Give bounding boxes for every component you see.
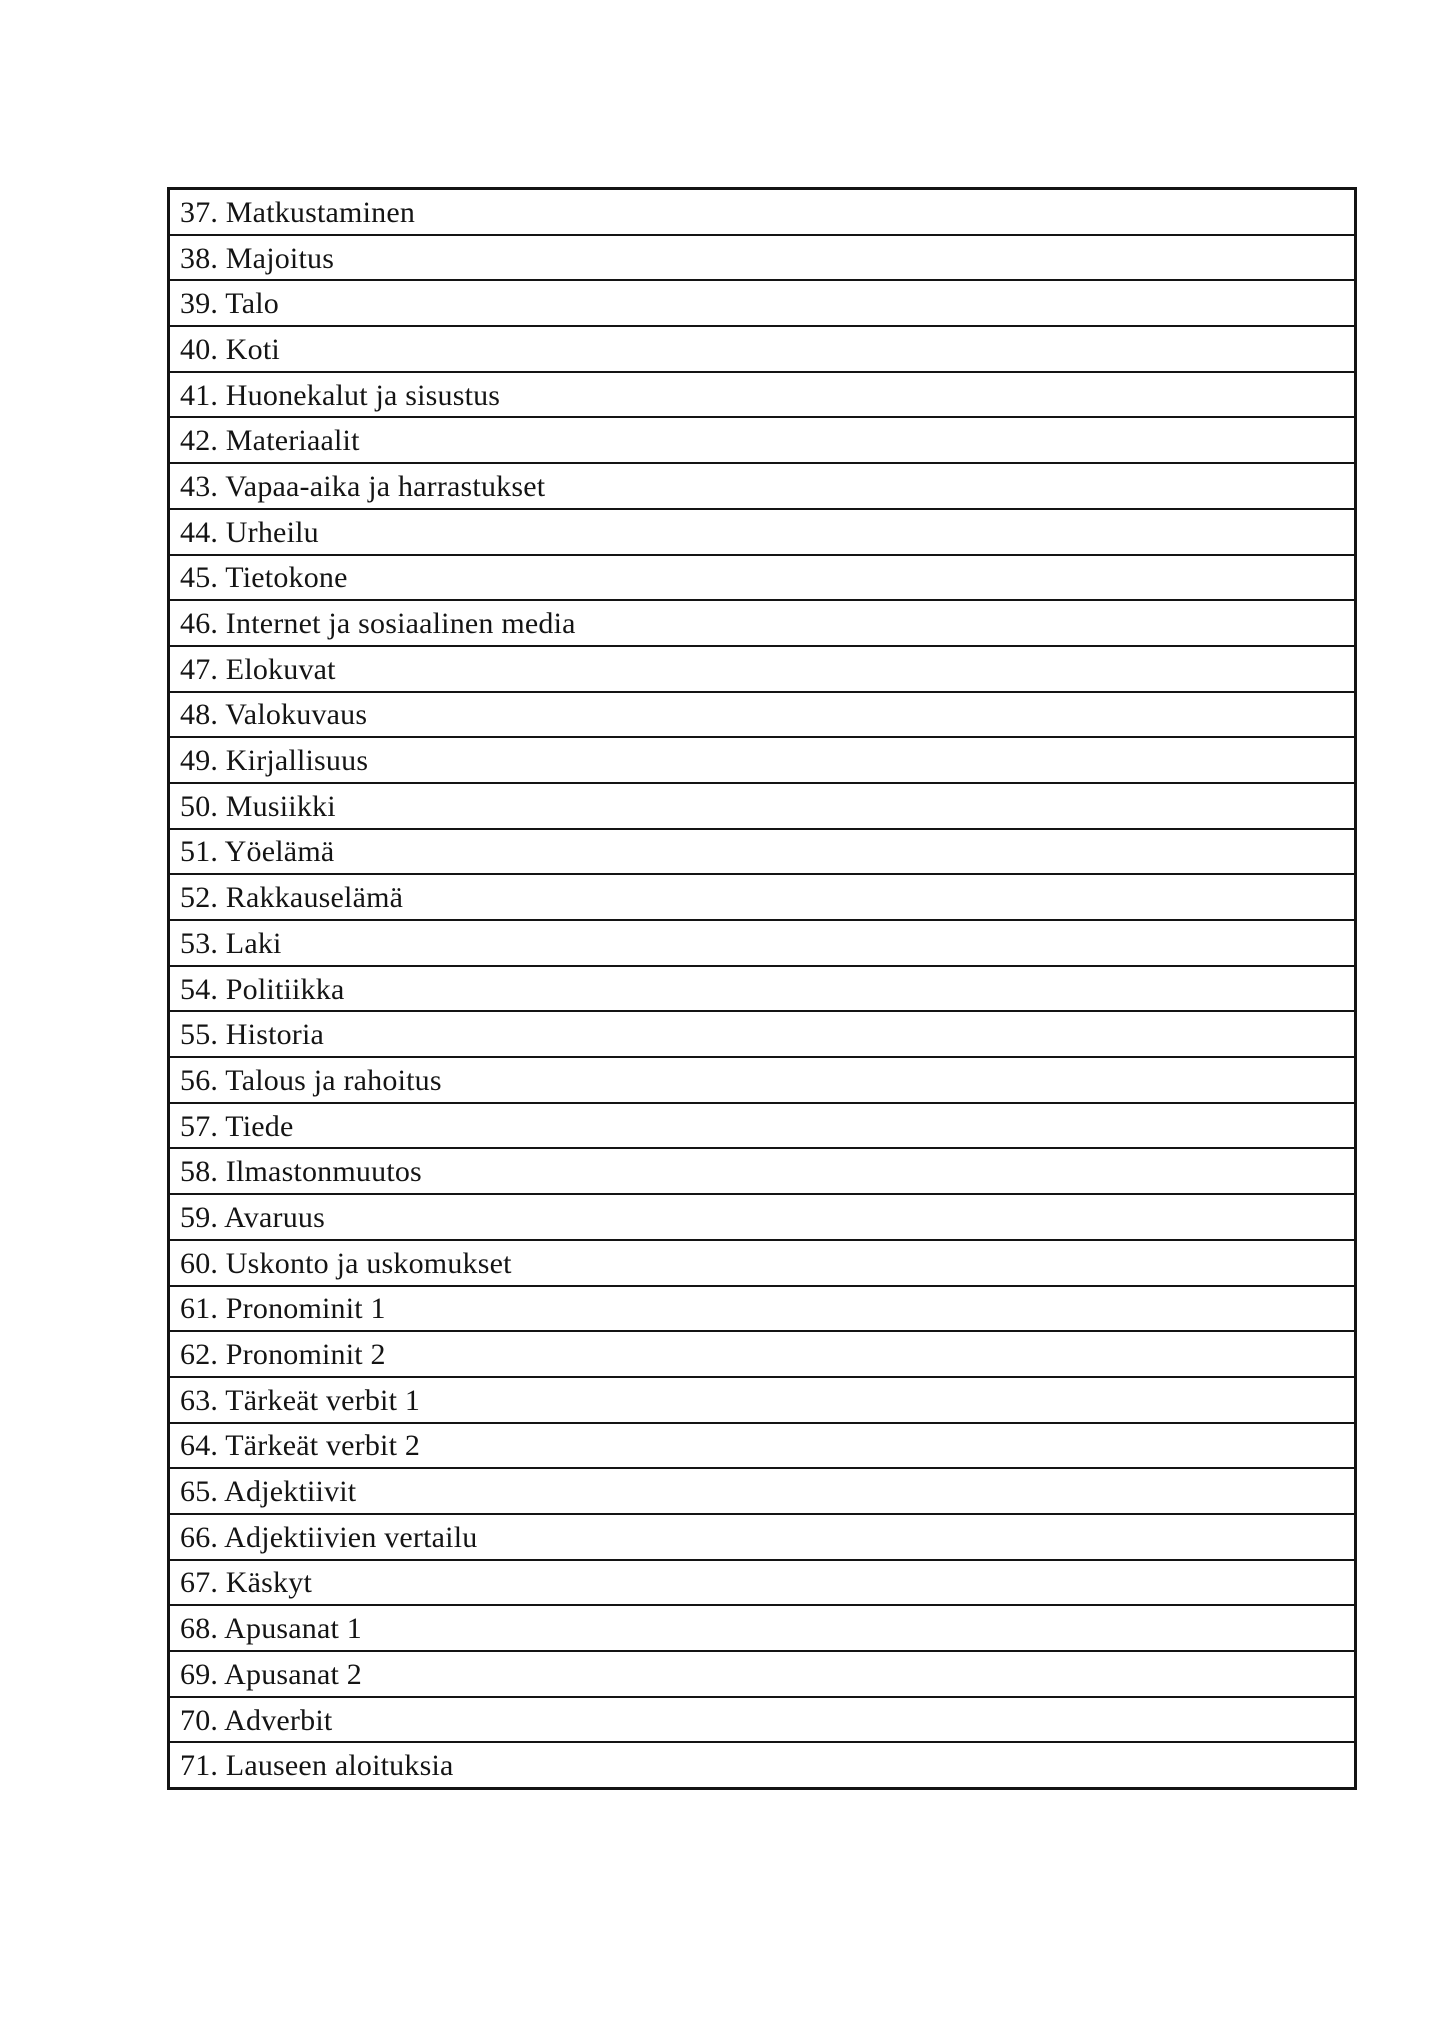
table-row bbox=[170, 1652, 1354, 1698]
table-row bbox=[170, 601, 1354, 647]
table-row bbox=[170, 281, 1354, 327]
chapter-entry-label: 39. Talo bbox=[180, 287, 279, 321]
chapter-entry-label: 50. Musiikki bbox=[180, 789, 336, 823]
chapter-entry-label: 51. Yöelämä bbox=[180, 835, 335, 869]
table-row bbox=[170, 373, 1354, 419]
table-row bbox=[170, 1241, 1354, 1287]
table-row bbox=[170, 510, 1354, 556]
table-row bbox=[170, 1104, 1354, 1150]
chapter-entry-label: 70. Adverbit bbox=[180, 1703, 333, 1737]
chapter-entry-label: 44. Urheilu bbox=[180, 515, 319, 549]
table-row bbox=[170, 1195, 1354, 1241]
chapter-entry-label: 71. Lauseen aloituksia bbox=[180, 1748, 454, 1782]
chapter-entry-label: 58. Ilmastonmuutos bbox=[180, 1155, 422, 1189]
table-row bbox=[170, 830, 1354, 876]
toc-table bbox=[167, 187, 1357, 1790]
table-row bbox=[170, 1378, 1354, 1424]
chapter-entry-label: 68. Apusanat 1 bbox=[180, 1612, 362, 1646]
chapter-entry-label: 66. Adjektiivien vertailu bbox=[180, 1520, 478, 1554]
table-row bbox=[170, 1287, 1354, 1333]
chapter-entry-label: 67. Käskyt bbox=[180, 1566, 312, 1600]
chapter-entry-label: 65. Adjektiivit bbox=[180, 1475, 357, 1509]
chapter-entry-label: 48. Valokuvaus bbox=[180, 698, 368, 732]
table-row bbox=[170, 1469, 1354, 1515]
table-row bbox=[170, 1149, 1354, 1195]
chapter-entry-label: 56. Talous ja rahoitus bbox=[180, 1063, 442, 1097]
chapter-entry-label: 53. Laki bbox=[180, 926, 282, 960]
chapter-entry-label: 59. Avaruus bbox=[180, 1200, 325, 1234]
chapter-entry-label: 60. Uskonto ja uskomukset bbox=[180, 1246, 512, 1280]
table-row bbox=[170, 1424, 1354, 1470]
table-row bbox=[170, 236, 1354, 282]
table-row bbox=[170, 1606, 1354, 1652]
chapter-entry-label: 49. Kirjallisuus bbox=[180, 744, 369, 778]
table-row bbox=[170, 1561, 1354, 1607]
chapter-entry-label: 64. Tärkeät verbit 2 bbox=[180, 1429, 421, 1463]
table-row bbox=[170, 693, 1354, 739]
chapter-entry-label: 40. Koti bbox=[180, 332, 280, 366]
table-row bbox=[170, 921, 1354, 967]
table-row bbox=[170, 190, 1354, 236]
table-row bbox=[170, 1698, 1354, 1744]
table-row bbox=[170, 464, 1354, 510]
chapter-entry-label: 62. Pronominit 2 bbox=[180, 1338, 386, 1372]
table-row bbox=[170, 327, 1354, 373]
chapter-entry-label: 47. Elokuvat bbox=[180, 652, 336, 686]
chapter-entry-label: 41. Huonekalut ja sisustus bbox=[180, 378, 501, 412]
table-row bbox=[170, 1332, 1354, 1378]
table-row bbox=[170, 738, 1354, 784]
table-row bbox=[170, 1012, 1354, 1058]
chapter-entry-label: 55. Historia bbox=[180, 1018, 325, 1052]
table-row bbox=[170, 1058, 1354, 1104]
table-row bbox=[170, 647, 1354, 693]
chapter-entry-label: 43. Vapaa-aika ja harrastukset bbox=[180, 469, 546, 503]
chapter-entry-label: 61. Pronominit 1 bbox=[180, 1292, 386, 1326]
chapter-entry-label: 54. Politiikka bbox=[180, 972, 345, 1006]
table-row bbox=[170, 418, 1354, 464]
chapter-entry-label: 57. Tiede bbox=[180, 1109, 294, 1143]
table-row bbox=[170, 1743, 1354, 1786]
chapter-entry-label: 69. Apusanat 2 bbox=[180, 1657, 362, 1691]
table-row bbox=[170, 1515, 1354, 1561]
chapter-entry-label: 63. Tärkeät verbit 1 bbox=[180, 1383, 421, 1417]
table-row bbox=[170, 875, 1354, 921]
chapter-entry-label: 42. Materiaalit bbox=[180, 424, 360, 458]
chapter-entry-label: 46. Internet ja sosiaalinen media bbox=[180, 607, 576, 641]
chapter-entry-label: 45. Tietokone bbox=[180, 561, 348, 595]
chapter-entry-label: 52. Rakkauselämä bbox=[180, 881, 404, 915]
table-row bbox=[170, 967, 1354, 1013]
chapter-entry-label: 38. Majoitus bbox=[180, 241, 335, 275]
chapter-entry-label: 37. Matkustaminen bbox=[180, 195, 416, 229]
table-row bbox=[170, 784, 1354, 830]
table-row bbox=[170, 556, 1354, 602]
